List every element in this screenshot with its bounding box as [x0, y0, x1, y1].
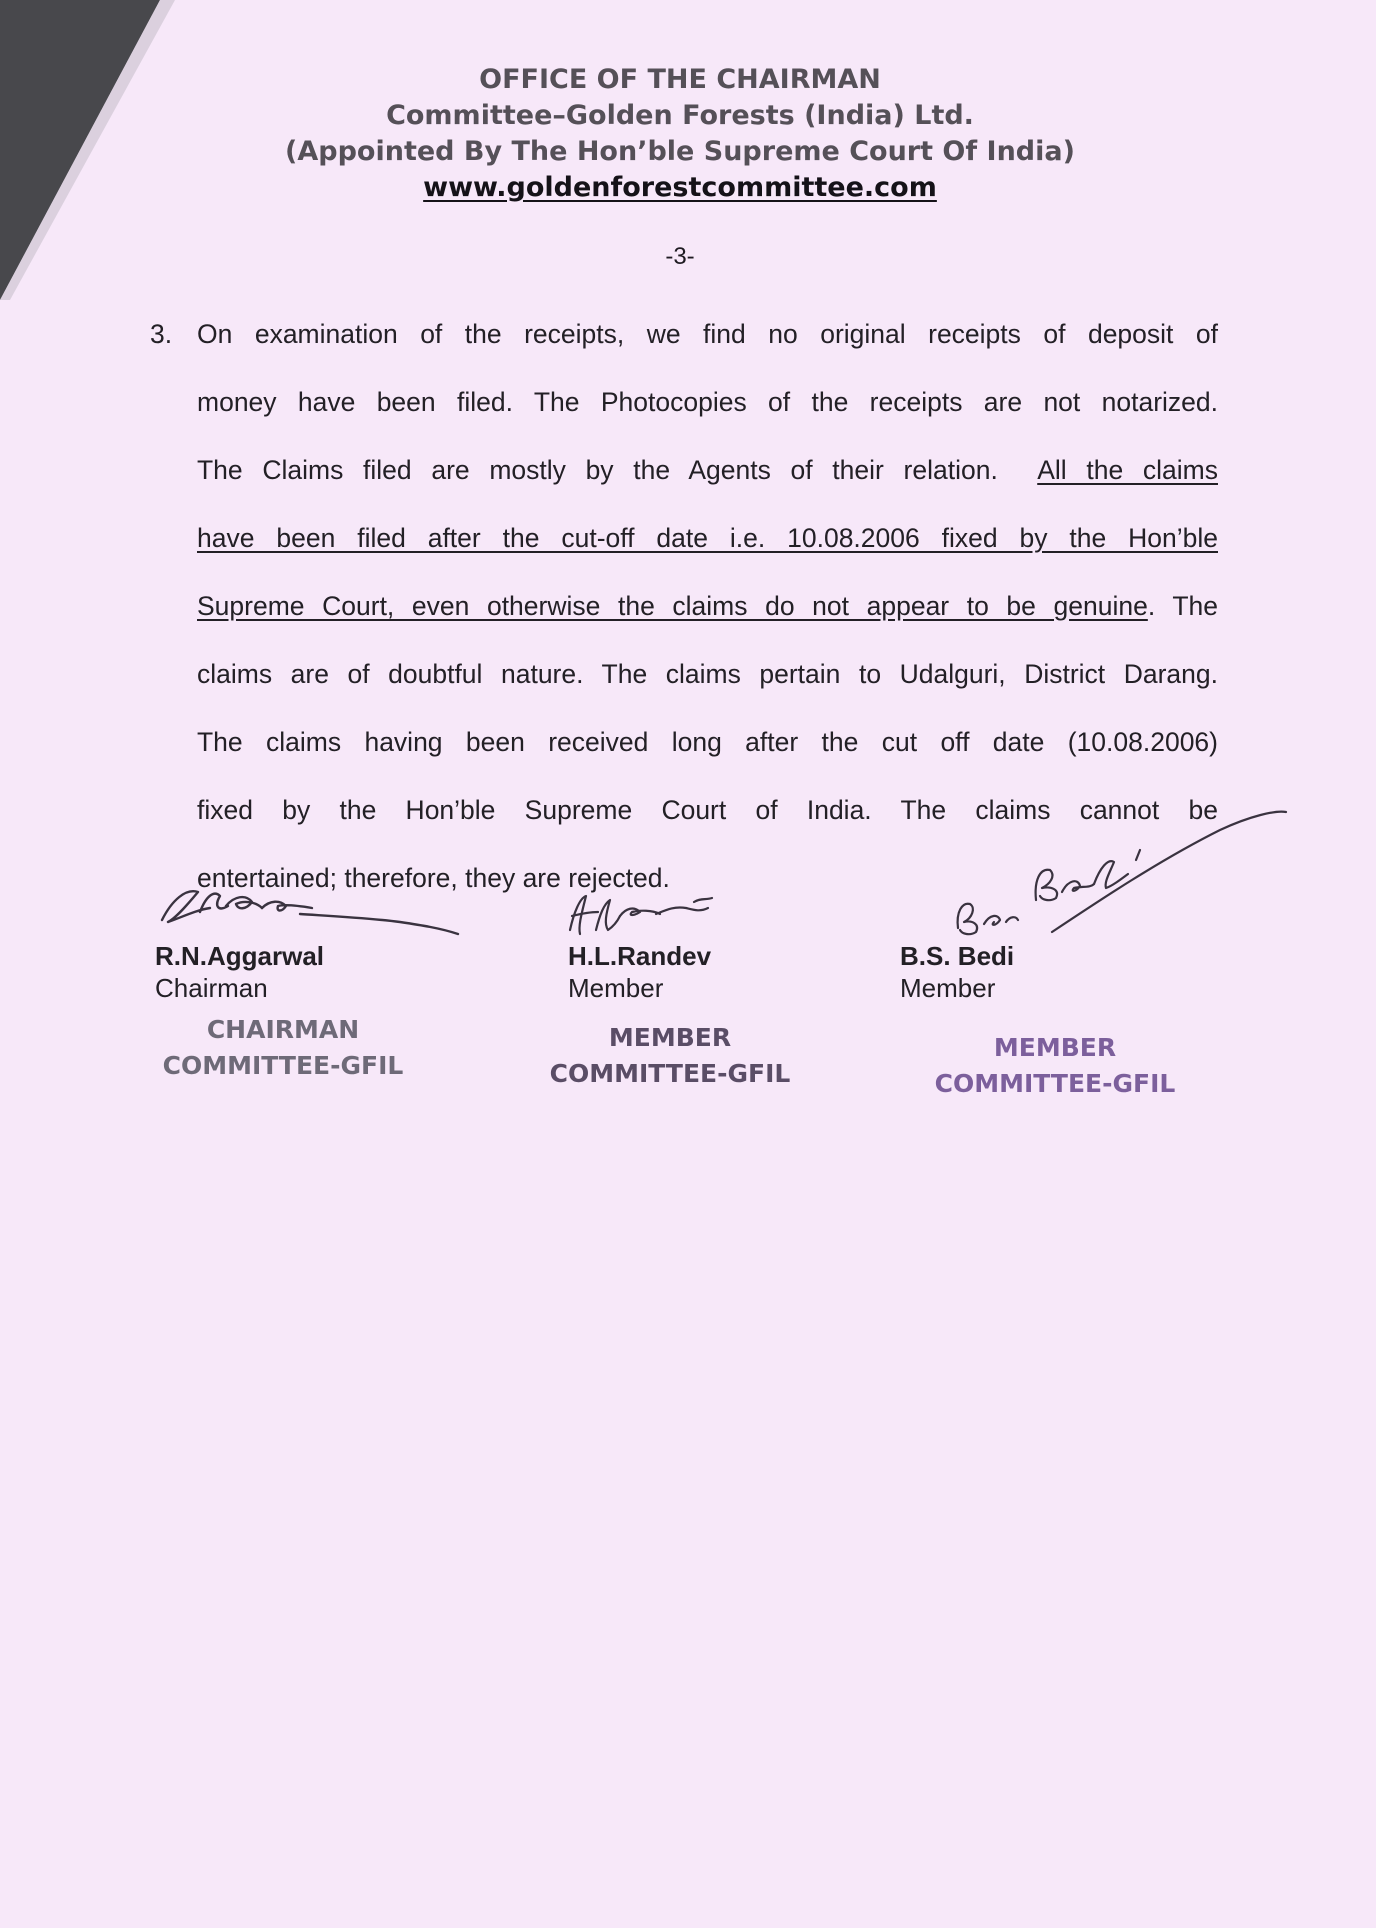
paragraph-line: On examination of the receipts, we find no original receipts of deposit of — [197, 319, 1218, 349]
signatory-role: Member — [568, 973, 664, 1003]
page-number: -3- — [665, 243, 695, 270]
paragraph-line: The claims having been received long after the cut off date (10.08.2006) — [197, 727, 1218, 757]
stamp-title: MEMBER — [993, 1033, 1117, 1062]
letterhead-website-link[interactable]: www.goldenforestcommittee.com — [423, 172, 937, 203]
underlined-text: Supreme Court, even otherwise the claims do not appear to be genuine — [197, 591, 1148, 621]
paragraph-body — [197, 300, 1218, 912]
underlined-text: All the claims — [1037, 455, 1218, 485]
official-stamp-member-randev — [520, 1020, 820, 1092]
stamp-committee: COMMITTEE-GFIL — [549, 1059, 791, 1088]
stamp-committee: COMMITTEE-GFIL — [934, 1069, 1176, 1098]
paragraph-line — [197, 436, 1218, 504]
paragraph-line: fixed by the Hon’ble Supreme Court of India. The claims cannot be — [197, 795, 1218, 825]
signatory-chairman — [155, 940, 324, 1004]
paragraph-line: entertained; therefore, they are rejected. — [197, 863, 670, 893]
signatory-name: H.L.Randev — [568, 941, 712, 971]
signatory-role: Member — [900, 973, 996, 1003]
stamp-title: CHAIRMAN — [206, 1015, 360, 1044]
paragraph-text: . The — [1147, 591, 1218, 621]
letterhead-office-title: OFFICE OF THE CHAIRMAN — [479, 64, 881, 95]
stamp-committee: COMMITTEE-GFIL — [162, 1051, 404, 1080]
signatory-name: R.N.Aggarwal — [155, 941, 325, 971]
stamp-title: MEMBER — [608, 1023, 732, 1052]
signatory-name: B.S. Bedi — [900, 941, 1015, 971]
official-stamp-member-bedi — [905, 1030, 1205, 1102]
letterhead — [240, 62, 1120, 206]
letterhead-committee-name: Committee–Golden Forests (India) Ltd. — [386, 100, 974, 131]
paragraph-number: 3. — [150, 319, 173, 349]
paragraph-line: claims are of doubtful nature. The claims pertain to Udalguri, District Darang. — [197, 659, 1218, 689]
signatory-member-bedi — [900, 940, 1014, 1004]
signatory-member-randev — [568, 940, 711, 1004]
underlined-line: have been filed after the cut-off date i.e. 10.08.2006 fixed by the Hon’ble — [197, 523, 1218, 553]
official-stamp-chairman — [138, 1012, 428, 1084]
paragraph-text: The Claims filed are mostly by the Agents of their relation. — [197, 455, 998, 485]
signatory-role: Chairman — [155, 973, 268, 1003]
letterhead-appointment: (Appointed By The Hon’ble Supreme Court Of India) — [285, 136, 1075, 167]
paragraph-line: money have been filed. The Photocopies of the receipts are not notarized. — [197, 387, 1218, 417]
paragraph-line — [197, 572, 1218, 640]
